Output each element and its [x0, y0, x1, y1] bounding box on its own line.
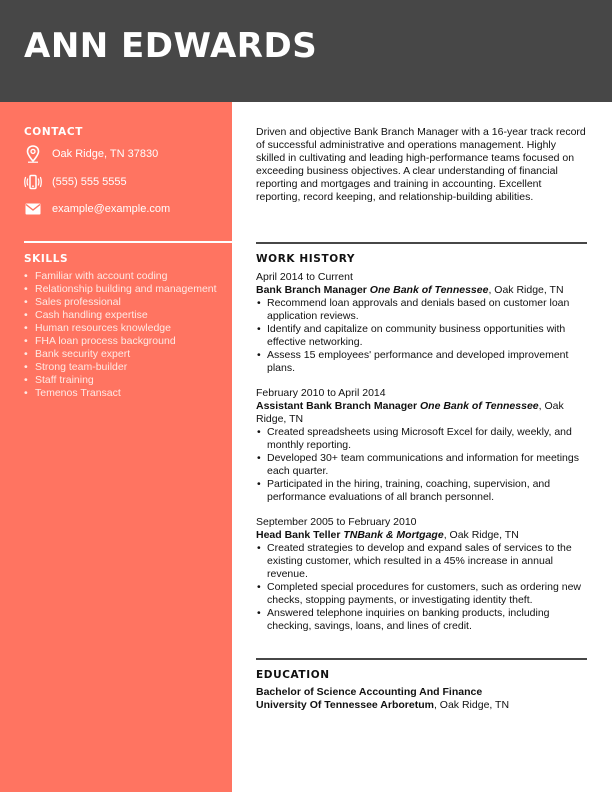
- job-dates: February 2010 to April 2014: [256, 387, 386, 399]
- job-bullet: • Developed 30+ team communications and information for meetings each quarter.: [256, 452, 586, 478]
- job-title-line: [256, 284, 586, 297]
- candidate-name: ANN EDWARDS: [24, 26, 318, 66]
- job-bullets: [256, 297, 586, 375]
- skill-item: • Familiar with account coding: [24, 270, 224, 283]
- resume-header: [0, 0, 612, 102]
- job-bullet: • Created spreadsheets using Microsoft Excel for daily, weekly, and monthly reporting.: [256, 426, 586, 452]
- skill-item: • Bank security expert: [24, 348, 224, 361]
- job-role: Bank Branch Manager: [256, 284, 367, 296]
- sidebar-divider: [24, 241, 232, 243]
- skill-item: • Temenos Transact: [24, 387, 224, 400]
- job-location: , Oak Ridge, TN: [443, 529, 519, 541]
- job-entry: [256, 387, 586, 504]
- job-bullets: [256, 542, 586, 633]
- job-bullet: • Participated in the hiring, training, coaching, supervision, and performance evaluations of all branch personnel.: [256, 478, 586, 504]
- skill-item: • Sales professional: [24, 296, 224, 309]
- location-text: Oak Ridge, TN 37830: [52, 148, 159, 160]
- job-bullet: • Recommend loan approvals and denials based on customer loan application reviews.: [256, 297, 586, 323]
- work-history-divider: [256, 242, 587, 244]
- email-link[interactable]: example@example.com: [52, 203, 171, 215]
- job-entry: [256, 516, 586, 633]
- job-bullet: • Identify and capitalize on community business opportunities with effective networking.: [256, 323, 586, 349]
- phone-icon: [24, 173, 42, 191]
- job-title-line: [256, 529, 586, 542]
- job-bullet: • Completed special procedures for customers, such as ordering new checks, stopping payments, or investigating identity theft.: [256, 581, 586, 607]
- job-bullet: • Answered telephone inquiries on banking products, including checking, savings, loans, and lines of credit.: [256, 607, 586, 633]
- education-location: , Oak Ridge, TN: [433, 699, 510, 711]
- education-heading: EDUCATION: [256, 669, 330, 681]
- skills-list: [24, 270, 224, 400]
- envelope-icon: [24, 200, 42, 218]
- contact-location: [24, 144, 224, 164]
- job-role: Assistant Bank Branch Manager: [256, 400, 418, 412]
- job-bullet: • Assess 15 employees' performance and developed improvement plans.: [256, 349, 586, 375]
- skill-item: • Staff training: [24, 374, 224, 387]
- education-degree: Bachelor of Science Accounting And Finance: [256, 686, 483, 698]
- work-history-heading: WORK HISTORY: [256, 253, 356, 265]
- education-divider: [256, 658, 587, 660]
- job-bullet: • Created strategies to develop and expand sales of services to the existing customer, which resulted in a 45% increase in annual revenue.: [256, 542, 586, 581]
- skill-item: • Human resources knowledge: [24, 322, 224, 335]
- skill-item: • Cash handling expertise: [24, 309, 224, 322]
- professional-summary: Driven and objective Bank Branch Manager with a 16-year track record of successful administrative and operations management. Highly skilled in cultivating and leading high-performance teams focused on exceeding business objectives. A clear understanding of financial reporting and mortgages and training in accounting. Excellent reporting, record keeping, and relationship-building abilities.: [256, 126, 586, 203]
- education-school: University Of Tennessee Arboretum: [256, 699, 434, 711]
- education-entry: [256, 686, 586, 712]
- contact-phone: [24, 172, 224, 192]
- job-bullets: [256, 426, 586, 504]
- job-location: , Oak Ridge, TN: [256, 400, 564, 425]
- phone-text: (555) 555 5555: [52, 176, 127, 188]
- skill-item: • FHA loan process background: [24, 335, 224, 348]
- skills-heading: SKILLS: [24, 253, 69, 265]
- job-title-line: [256, 400, 586, 426]
- job-role: Head Bank Teller: [256, 529, 341, 541]
- job-dates: September 2005 to February 2010: [256, 516, 417, 528]
- location-pin-icon: [24, 145, 42, 163]
- job-entry: [256, 271, 586, 375]
- job-location: , Oak Ridge, TN: [488, 284, 564, 296]
- job-company: TNBank & Mortgage: [343, 529, 444, 541]
- sidebar: [0, 102, 232, 792]
- contact-heading: CONTACT: [24, 126, 83, 138]
- skill-item: • Relationship building and management: [24, 283, 224, 296]
- job-company: One Bank of Tennessee: [419, 400, 539, 412]
- job-dates: April 2014 to Current: [256, 271, 353, 283]
- contact-email: [24, 199, 224, 219]
- skill-item: • Strong team-builder: [24, 361, 224, 374]
- job-company: One Bank of Tennessee: [369, 284, 489, 296]
